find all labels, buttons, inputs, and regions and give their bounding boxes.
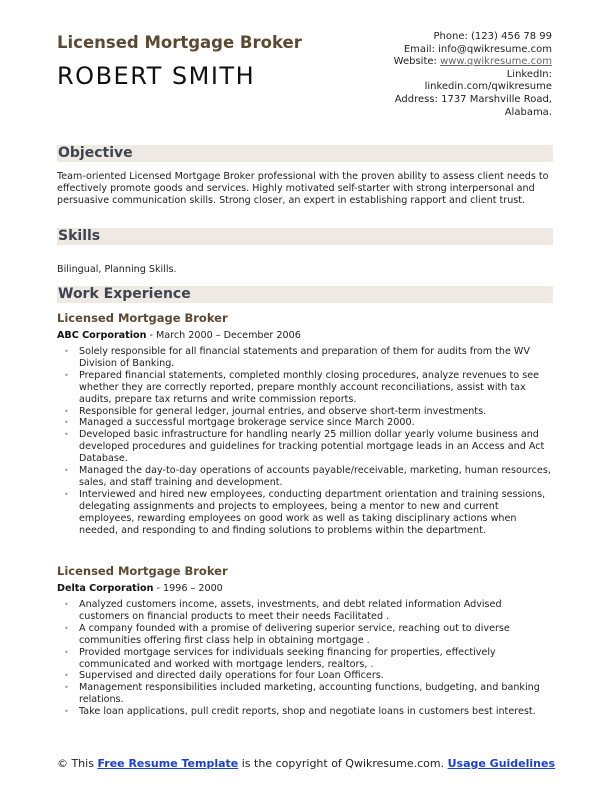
bullet-item: • Managed a successful mortgage brokerage service since March 2000. bbox=[79, 417, 553, 429]
bullet-item: • Take loan applications, pull credit reports, shop and negotiate loans in customers best interest. bbox=[79, 706, 553, 718]
skills-heading: Skills bbox=[58, 228, 101, 244]
bullet-item: • Analyzed customers income, assets, investments, and debt related information Advised customers on financial products to meet their needs Facilitated . bbox=[79, 599, 553, 623]
objective-section-header bbox=[57, 145, 553, 162]
bullet-item: • Interviewed and hired new employees, conducting department orientation and training sessions, delegating assignments and projects to employees, being a mentor to new and current employees, rewarding employees on good work as well as taking disciplinary actions when needed, and responding to and finding solutions to problems within the department. bbox=[79, 489, 553, 537]
footer-prefix: © This bbox=[56, 757, 98, 770]
job-company-dates bbox=[57, 330, 301, 341]
objective-heading: Objective bbox=[58, 145, 133, 161]
bullet-item: • Developed basic infrastructure for handling nearly 25 million dollar yearly volume business and developed procedures and guidelines for tracking potential mortgage leads in an Access and Act Database. bbox=[79, 429, 553, 465]
skills-text: Bilingual, Planning Skills. bbox=[57, 264, 177, 275]
usage-guidelines-link[interactable]: Usage Guidelines bbox=[447, 757, 556, 770]
linkedin: linkedin.com/qwikresume bbox=[424, 81, 552, 93]
website-link[interactable]: www.qwikresume.com bbox=[440, 56, 552, 68]
job-bullets bbox=[57, 346, 553, 537]
phone: Phone: (123) 456 78 99 bbox=[433, 31, 552, 42]
job-dates: - March 2000 – December 2006 bbox=[146, 330, 301, 341]
work-section-header bbox=[57, 286, 553, 303]
bullet-item: • Prepared financial statements, completed monthly closing procedures, analyze revenues to see whether they are correctly reported, prepare monthly account reconciliations, assist with tax audits, prepare tax returns and write commission reports. bbox=[79, 370, 553, 406]
bullet-item: • Solely responsible for all financial statements and preparation of them for audits from the WV Division of Banking. bbox=[79, 346, 553, 370]
free-resume-template-link[interactable]: Free Resume Template bbox=[97, 757, 239, 770]
job-company-dates bbox=[57, 583, 223, 594]
company-name: Delta Corporation bbox=[57, 583, 154, 594]
website-row bbox=[394, 56, 552, 69]
bullet-item: • Supervised and directed daily operations for four Loan Officers. bbox=[79, 670, 553, 682]
linkedin-label: LinkedIn: bbox=[506, 68, 552, 80]
contact-info bbox=[394, 31, 552, 119]
address-line1: Address: 1737 Marshville Road, bbox=[394, 93, 552, 105]
resume-job-title: Licensed Mortgage Broker bbox=[57, 33, 302, 52]
job-bullets bbox=[57, 599, 553, 718]
candidate-name: ROBERT SMITH bbox=[57, 62, 256, 90]
copyright-footer bbox=[0, 757, 612, 770]
job-title: Licensed Mortgage Broker bbox=[57, 311, 228, 325]
footer-middle: is the copyright of Qwikresume.com. bbox=[238, 757, 448, 770]
website-label: Website: bbox=[393, 56, 441, 68]
address-line2: Alabama. bbox=[504, 106, 552, 118]
job-title: Licensed Mortgage Broker bbox=[57, 564, 228, 578]
bullet-item: • Responsible for general ledger, journal entries, and observe short-term investments. bbox=[79, 406, 553, 418]
bullet-item: • Managed the day-to-day operations of accounts payable/receivable, marketing, human resources, sales, and staff training and development. bbox=[79, 465, 553, 489]
work-heading: Work Experience bbox=[58, 286, 191, 302]
bullet-item: • A company founded with a promise of delivering superior service, reaching out to diverse communities offering first class help in obtaining mortgage . bbox=[79, 623, 553, 647]
bullet-item: • Management responsibilities included marketing, accounting functions, budgeting, and banking relations. bbox=[79, 682, 553, 706]
company-name: ABC Corporation bbox=[57, 330, 147, 341]
objective-text: Team-oriented Licensed Mortgage Broker professional with the proven ability to assess client needs to effectively promote goods and services. Highly motivated self-starter with strong interpersonal and persuasive communication skills. Strong closer, an expert in establishing rapport and client trust. bbox=[57, 171, 549, 206]
job-dates: - 1996 – 2000 bbox=[153, 583, 223, 594]
email: Email: info@qwikresume.com bbox=[403, 43, 552, 55]
bullet-item: • Provided mortgage services for individuals seeking financing for properties, effectively communicated and worked with mortgage lenders, realtors, . bbox=[79, 647, 553, 671]
skills-section-header bbox=[57, 228, 553, 245]
